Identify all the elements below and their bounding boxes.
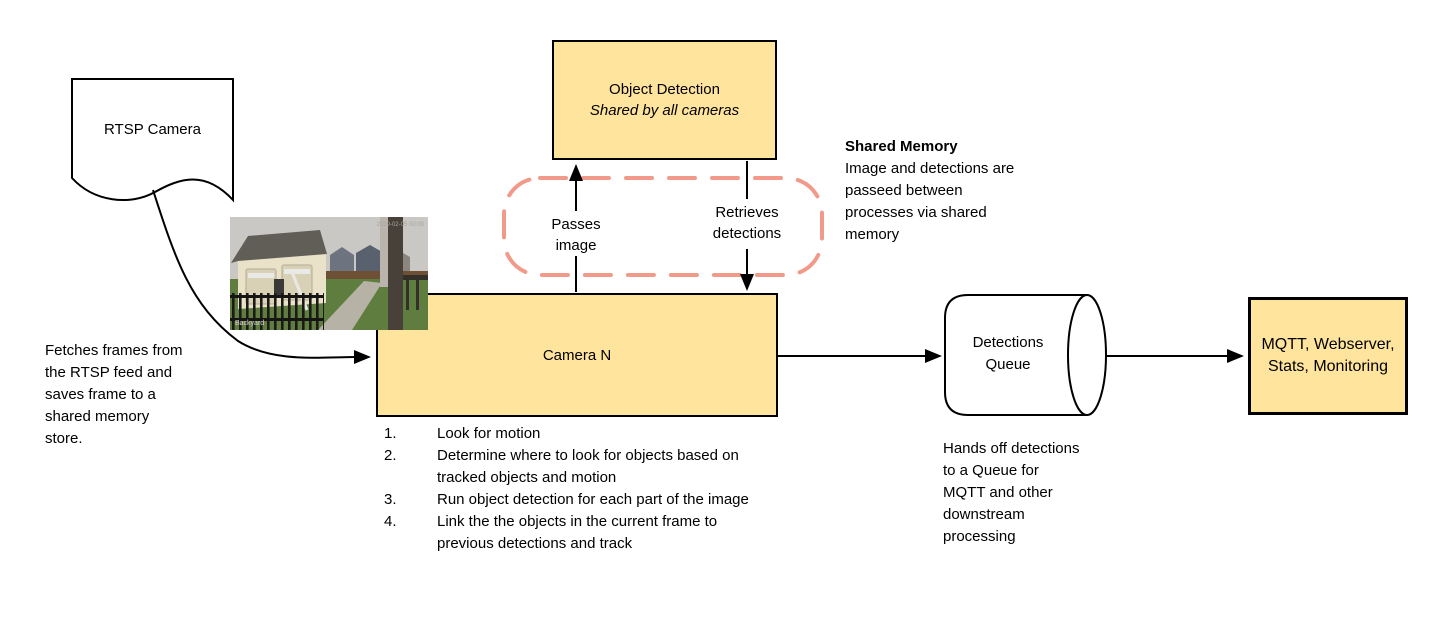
fetch-note (45, 340, 225, 450)
retrieves-detections-label: Retrieves detections (692, 202, 802, 244)
queue-cylinder-end (1068, 295, 1106, 415)
camera-step (384, 511, 769, 555)
rtsp-camera-label: RTSP Camera (104, 121, 201, 138)
fetch-note-line: Fetches frames from (45, 342, 183, 359)
fetch-note-line: saves frame to a (45, 386, 156, 403)
handoff-note-line: Hands off detections (943, 440, 1080, 457)
detections-queue-label: Detections Queue (972, 334, 1044, 373)
shared-memory-note-line: passeed between (845, 182, 963, 199)
object-detection-node (552, 40, 777, 160)
step-text: Determine where to look for objects based on tracked objects and motion (437, 447, 739, 486)
handoff-note-line: to a Queue for (943, 462, 1039, 479)
camera-n-node (376, 293, 778, 417)
step-number: 4. (384, 513, 397, 530)
object-detection-subtitle: Shared by all cameras (589, 102, 740, 119)
object-detection-title: Object Detection (609, 81, 720, 98)
camera-step (384, 489, 769, 511)
handoff-note-line: MQTT and other (943, 484, 1053, 501)
fetch-note-line: shared memory (45, 408, 150, 425)
handoff-note-line: processing (943, 528, 1016, 545)
camera-snapshot-image (230, 217, 428, 330)
shared-memory-note-line: memory (845, 226, 900, 243)
outputs-label: MQTT, Webserver, Stats, Monitoring (1261, 336, 1395, 375)
fetch-note-line: store. (45, 430, 83, 447)
fetch-note-line: the RTSP feed and (45, 364, 173, 381)
handoff-note-line: downstream (943, 506, 1025, 523)
camera-step (384, 445, 769, 489)
handoff-note (943, 438, 1123, 548)
camera-steps-list (384, 423, 769, 555)
step-text: Link the the objects in the current frame to previous detections and track (437, 513, 718, 552)
shared-memory-note-title: Shared Memory (845, 138, 958, 155)
step-number: 1. (384, 425, 397, 442)
passes-image-label: Passes image (531, 214, 621, 256)
snapshot-watermark: Backyard (235, 320, 265, 327)
step-text: Look for motion (437, 425, 541, 442)
camera-n-label: Camera N (542, 346, 612, 364)
shared-memory-note-line: processes via shared (845, 204, 987, 221)
outputs-node (1248, 297, 1408, 415)
step-number: 2. (384, 447, 397, 464)
snapshot-timestamp: 2019-02-05 00:00 (376, 222, 424, 228)
step-text: Run object detection for each part of the image (437, 491, 749, 508)
shared-memory-note-line: Image and detections are (845, 160, 1015, 177)
shared-memory-note (845, 136, 1070, 246)
step-number: 3. (384, 491, 397, 508)
camera-step (384, 423, 769, 445)
